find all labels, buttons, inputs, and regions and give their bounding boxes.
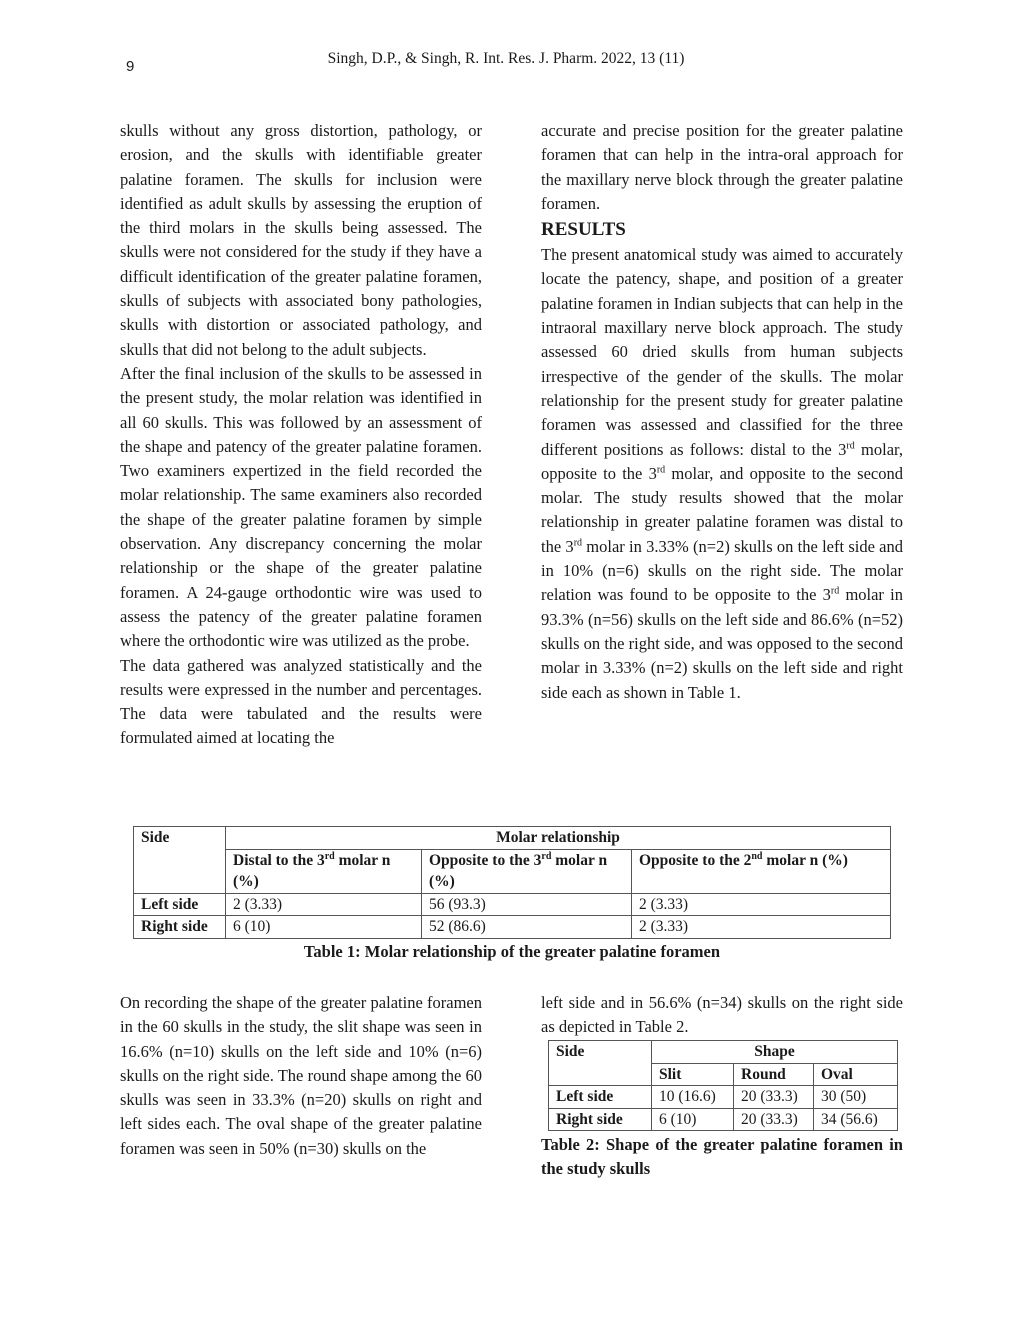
table-header-side: Side (549, 1041, 652, 1086)
table-cell-side: Right side (549, 1108, 652, 1131)
right-column-bottom (541, 991, 903, 1040)
superscript: rd (846, 440, 855, 452)
paragraph: On recording the shape of the greater palatine foramen in the 60 skulls in the study, the slit shape was seen in 16.6% (n=10) skulls on the left side and 10% (n=6) skulls on the right side. The round shape among the 60 skulls was seen in 33.3% (n=20) skulls on right and left sides each. The oval shape of the greater palatine foramen was seen in 50% (n=30) skulls on the (120, 993, 482, 1158)
paragraph: left side and in 56.6% (n=34) skulls on the right side as depicted in Table 2. (541, 993, 903, 1037)
superscript: rd (830, 585, 840, 597)
superscript: nd (751, 850, 763, 862)
text-run: Opposite to the 3 (429, 851, 542, 869)
paragraph: accurate and precise position for the greater palatine foramen that can help in the intra-oral approach for the maxillary nerve block through the greater palatine foramen. (541, 121, 903, 213)
table-cell: 34 (56.6) (814, 1108, 898, 1131)
left-column-bottom (120, 991, 482, 1161)
paragraph: skulls without any gross distortion, pathology, or erosion, and the skulls with identifiable greater palatine foramen. The skulls for inclusion were identified as adult skulls by assessing the eruption of the third molars in the skulls being assessed. The skulls were not considered for the study if they have a difficult identification of the greater palatine foramen, skulls of subjects with associated bony pathologies, skulls with distortion or associated pathology, and skulls that did not belong to the adult subjects. (120, 121, 482, 359)
table-header-group: Molar relationship (226, 827, 891, 850)
table-cell: 2 (3.33) (632, 893, 891, 916)
table-cell: 30 (50) (814, 1086, 898, 1109)
table-header-opposite-second (632, 849, 891, 893)
table-header-group: Shape (652, 1041, 898, 1064)
table-cell-side: Left side (134, 893, 226, 916)
table-cell: 20 (33.3) (734, 1108, 814, 1131)
paragraph: After the final inclusion of the skulls to be assessed in the present study, the molar relation was identified in all 60 skulls. This was followed by an assessment of the shape and patency of the greater palatine foramen. Two examiners expertized in the field recorded the molar relationship. The same examiners also recorded the shape of the greater palatine foramen by simple observation. Any discrepancy concerning the molar relationship or the shape of the greater palatine foramen. A 24-gauge orthodontic wire was used to assess the patency of the greater palatine foramen where the orthodontic wire was utilized as the probe. (120, 363, 482, 651)
superscript: rd (541, 850, 552, 862)
table-header-oval: Oval (814, 1063, 898, 1086)
table-cell: 56 (93.3) (422, 893, 632, 916)
table-cell: 2 (3.33) (226, 893, 422, 916)
paragraph: The data gathered was analyzed statistically and the results were expressed in the number and percentages. The data were tabulated and the results were formulated aimed at locating the (120, 655, 482, 748)
text-run: The present anatomical study was aimed to accurately locate the patency, shape, and position of a greater palatine foramen in Indian subjects that can help in the intraoral maxillary nerve block approach. The study assessed 60 dried skulls from human subjects irrespective of the gender of the skulls. The molar relationship for the present study for greater palatine foramen was assessed and classified for the three different positions as follows: distal to the 3 (541, 245, 903, 459)
table-cell: 2 (3.33) (632, 916, 891, 939)
table-cell-side: Left side (549, 1086, 652, 1109)
table-cell: 52 (86.6) (422, 916, 632, 939)
text-run: molar, and opposite to the second molar. The study results showed that the molar relationship in greater palatine foramen was distal to the 3 (541, 463, 904, 556)
text-run: molar in 93.3% (n=56) skulls on the left side and 86.6% (n=52) skulls on the right side, and was opposed to the second molar in 3.33% (n=2) skulls on the left side and right side each as shown in Table 1. (541, 585, 903, 702)
superscript: rd (324, 850, 335, 862)
table-cell: 10 (16.6) (652, 1086, 734, 1109)
table-row (549, 1086, 898, 1109)
left-column-top (120, 119, 482, 751)
table-molar-relationship (133, 826, 891, 939)
table-cell: 6 (10) (226, 916, 422, 939)
table-row (134, 916, 891, 939)
table-header-slit: Slit (652, 1063, 734, 1086)
table-header-distal-third (226, 849, 422, 893)
right-column-top (541, 119, 903, 705)
running-header: Singh, D.P., & Singh, R. Int. Res. J. Pharm. 2022, 13 (11) (327, 50, 685, 67)
table-row (549, 1108, 898, 1131)
superscript: rd (573, 537, 583, 549)
text-run: molar n (%) (233, 851, 391, 890)
text-run: Distal to the 3 (233, 851, 325, 869)
page-number: 9 (126, 58, 135, 75)
section-heading-results: RESULTS (541, 219, 626, 241)
text-run: molar, opposite to the 3 (541, 439, 904, 483)
table-cell: 20 (33.3) (734, 1086, 814, 1109)
table-header-side: Side (134, 827, 226, 894)
text-run: molar n (%) (429, 851, 608, 890)
paragraph-results (541, 243, 903, 705)
text-run: molar n (%) (762, 851, 848, 869)
table-header-round: Round (734, 1063, 814, 1086)
table-caption: Table 1: Molar relationship of the greater palatine foramen (303, 942, 721, 961)
superscript: rd (656, 464, 666, 476)
table-cell-side: Right side (134, 916, 226, 939)
text-run: molar in 3.33% (n=2) skulls on the left side and in 10% (n=6) skulls on the right side. The molar relation was found to be opposite to the 3 (541, 536, 903, 605)
table-header-opposite-third (422, 849, 632, 893)
table-cell: 6 (10) (652, 1108, 734, 1131)
text-run: Opposite to the 2 (639, 851, 752, 869)
table-caption: Table 2: Shape of the greater palatine foramen in the study skulls (541, 1135, 903, 1179)
table-shape (548, 1040, 898, 1131)
table-row (134, 893, 891, 916)
